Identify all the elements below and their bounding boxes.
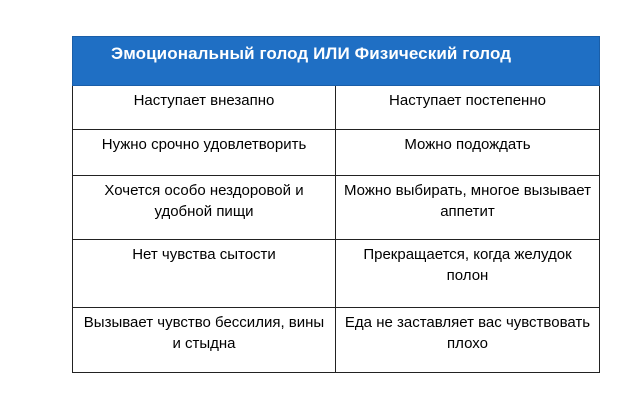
emotional-hunger-cell: Наступает внезапно: [73, 86, 336, 129]
table-row: [72, 130, 600, 176]
physical-hunger-cell: Еда не заставляет вас чувствовать плохо: [344, 314, 591, 352]
comparison-table: [72, 36, 600, 373]
emotional-hunger-cell: Нужно срочно удовлетворить: [73, 130, 336, 175]
physical-hunger-cell: Наступает постепенно: [389, 92, 546, 109]
emotional-hunger-cell: Хочется особо нездоровой и удобной пищи: [73, 176, 336, 239]
emotional-hunger-cell: Вызывает чувство бессилия, вины и стыдна: [73, 308, 336, 372]
emotional-hunger-cell: Нет чувства сытости: [73, 240, 336, 307]
physical-hunger-cell: Можно подождать: [404, 136, 531, 153]
table-row: [72, 240, 600, 308]
table-row: [72, 176, 600, 240]
table-title: Эмоциональный голод ИЛИ Физический голод: [72, 36, 600, 86]
table-row: [72, 86, 600, 130]
table-row: [72, 308, 600, 373]
physical-hunger-cell: Прекращается, когда желудок полон: [363, 246, 572, 284]
physical-hunger-cell: Можно выбирать, многое вызывает аппетит: [344, 182, 591, 220]
